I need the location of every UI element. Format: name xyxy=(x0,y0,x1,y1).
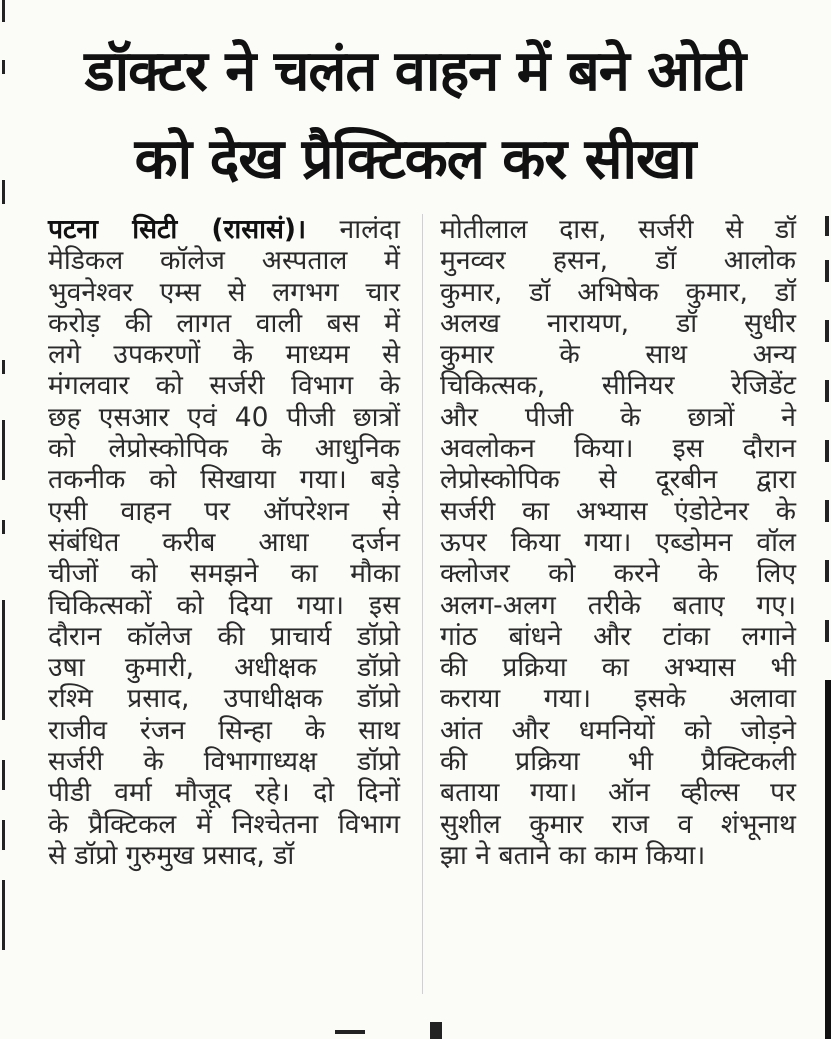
article-line: और पीजी के छात्रों ने xyxy=(440,401,796,433)
column-divider xyxy=(422,214,423,994)
article-line: लेप्रोस्कोपिक से दूरबीन द्वारा xyxy=(440,464,796,496)
article-line: छह एसआर एवं 40 पीजी छात्रों xyxy=(48,401,400,433)
article-line: रश्मि प्रसाद, उपाधीक्षक डॉप्रो xyxy=(48,683,400,715)
article-column-left xyxy=(48,214,400,871)
article-line: आंत और धमनियों को जोड़ने xyxy=(440,714,796,746)
article-line: मोतीलाल दास, सर्जरी से डॉ xyxy=(440,214,796,245)
article-line: गांठ बांधने और टांका लगाने xyxy=(440,620,796,652)
article-line: बताया गया। ऑन व्हील्स पर xyxy=(440,777,796,809)
article-line: अवलोकन किया। इस दौरान xyxy=(440,433,796,465)
article-line: के प्रैक्टिकल में निश्चेतना विभाग xyxy=(48,808,400,840)
page-fragment-marks xyxy=(0,1020,831,1039)
article-line: भुवनेश्वर एम्स से लगभग चार xyxy=(48,276,400,308)
article-line: पीडी वर्मा मौजूद रहे। दो दिनों xyxy=(48,777,400,809)
article-line: ऊपर किया गया। एब्डोमन वॉल xyxy=(440,526,796,558)
article-line: करोड़ की लागत वाली बस में xyxy=(48,307,400,339)
article-line: झा ने बताने का काम किया। xyxy=(440,839,706,871)
article-line: चिकित्सक, सीनियर रेजिडेंट xyxy=(440,370,796,402)
headline xyxy=(20,28,810,204)
article-line: सुशील कुमार राज व शंभूनाथ xyxy=(440,808,796,840)
article-line: तकनीक को सिखाया गया। बड़े xyxy=(48,464,400,496)
article-line: की प्रक्रिया भी प्रैक्टिकली xyxy=(440,746,796,778)
article-line: चिकित्सकों को दिया गया। इस xyxy=(48,589,400,621)
article-line: कुमार, डॉ अभिषेक कुमार, डॉ xyxy=(440,276,796,308)
article-line: सर्जरी के विभागाध्यक्ष डॉप्रो xyxy=(48,746,400,778)
article-line: कराया गया। इसके अलावा xyxy=(440,683,796,715)
article-line: से डॉप्रो गुरुमुख प्रसाद, डॉ xyxy=(48,839,295,871)
article-line: दौरान कॉलेज की प्राचार्य डॉप्रो xyxy=(48,620,400,652)
article-line: मेडिकल कॉलेज अस्पताल में xyxy=(48,245,400,277)
article-line: अलग-अलग तरीके बताए गए। xyxy=(440,589,796,621)
article-line: को लेप्रोस्कोपिक के आधुनिक xyxy=(48,433,400,465)
article-line: सर्जरी का अभ्यास एंडोटेनर के xyxy=(440,495,796,527)
article-line: की प्रक्रिया का अभ्यास भी xyxy=(440,652,796,684)
article-line: संबंधित करीब आधा दर्जन xyxy=(48,526,400,558)
dateline: पटना सिटी (रासासं)। xyxy=(48,214,307,245)
headline-line-2: को देख प्रैक्टिकल कर सीखा xyxy=(134,127,696,192)
article-line: चीजों को समझने का मौका xyxy=(48,558,400,590)
article-line: उषा कुमारी, अधीक्षक डॉप्रो xyxy=(48,652,400,684)
article-line: अलख नारायण, डॉ सुधीर xyxy=(440,307,796,339)
article-line-text: नालंदा xyxy=(306,214,400,245)
article-column-right xyxy=(440,214,796,871)
article-line: लगे उपकरणों के माध्यम से xyxy=(48,339,400,371)
adjacent-column-edge-right xyxy=(821,0,831,1039)
article-line: कुमार के साथ अन्य xyxy=(440,339,796,371)
article-line: मुनव्वर हसन, डॉ आलोक xyxy=(440,245,796,277)
article-line: मंगलवार को सर्जरी विभाग के xyxy=(48,370,400,402)
article-line: एसी वाहन पर ऑपरेशन से xyxy=(48,495,400,527)
article-line: क्लोजर को करने के लिए xyxy=(440,558,796,590)
headline-line-1: डॉक्टर ने चलंत वाहन में बने ओटी xyxy=(84,39,746,104)
article-line: राजीव रंजन सिन्हा के साथ xyxy=(48,714,400,746)
adjacent-column-edge-left xyxy=(0,0,12,1039)
article-line xyxy=(48,214,400,245)
